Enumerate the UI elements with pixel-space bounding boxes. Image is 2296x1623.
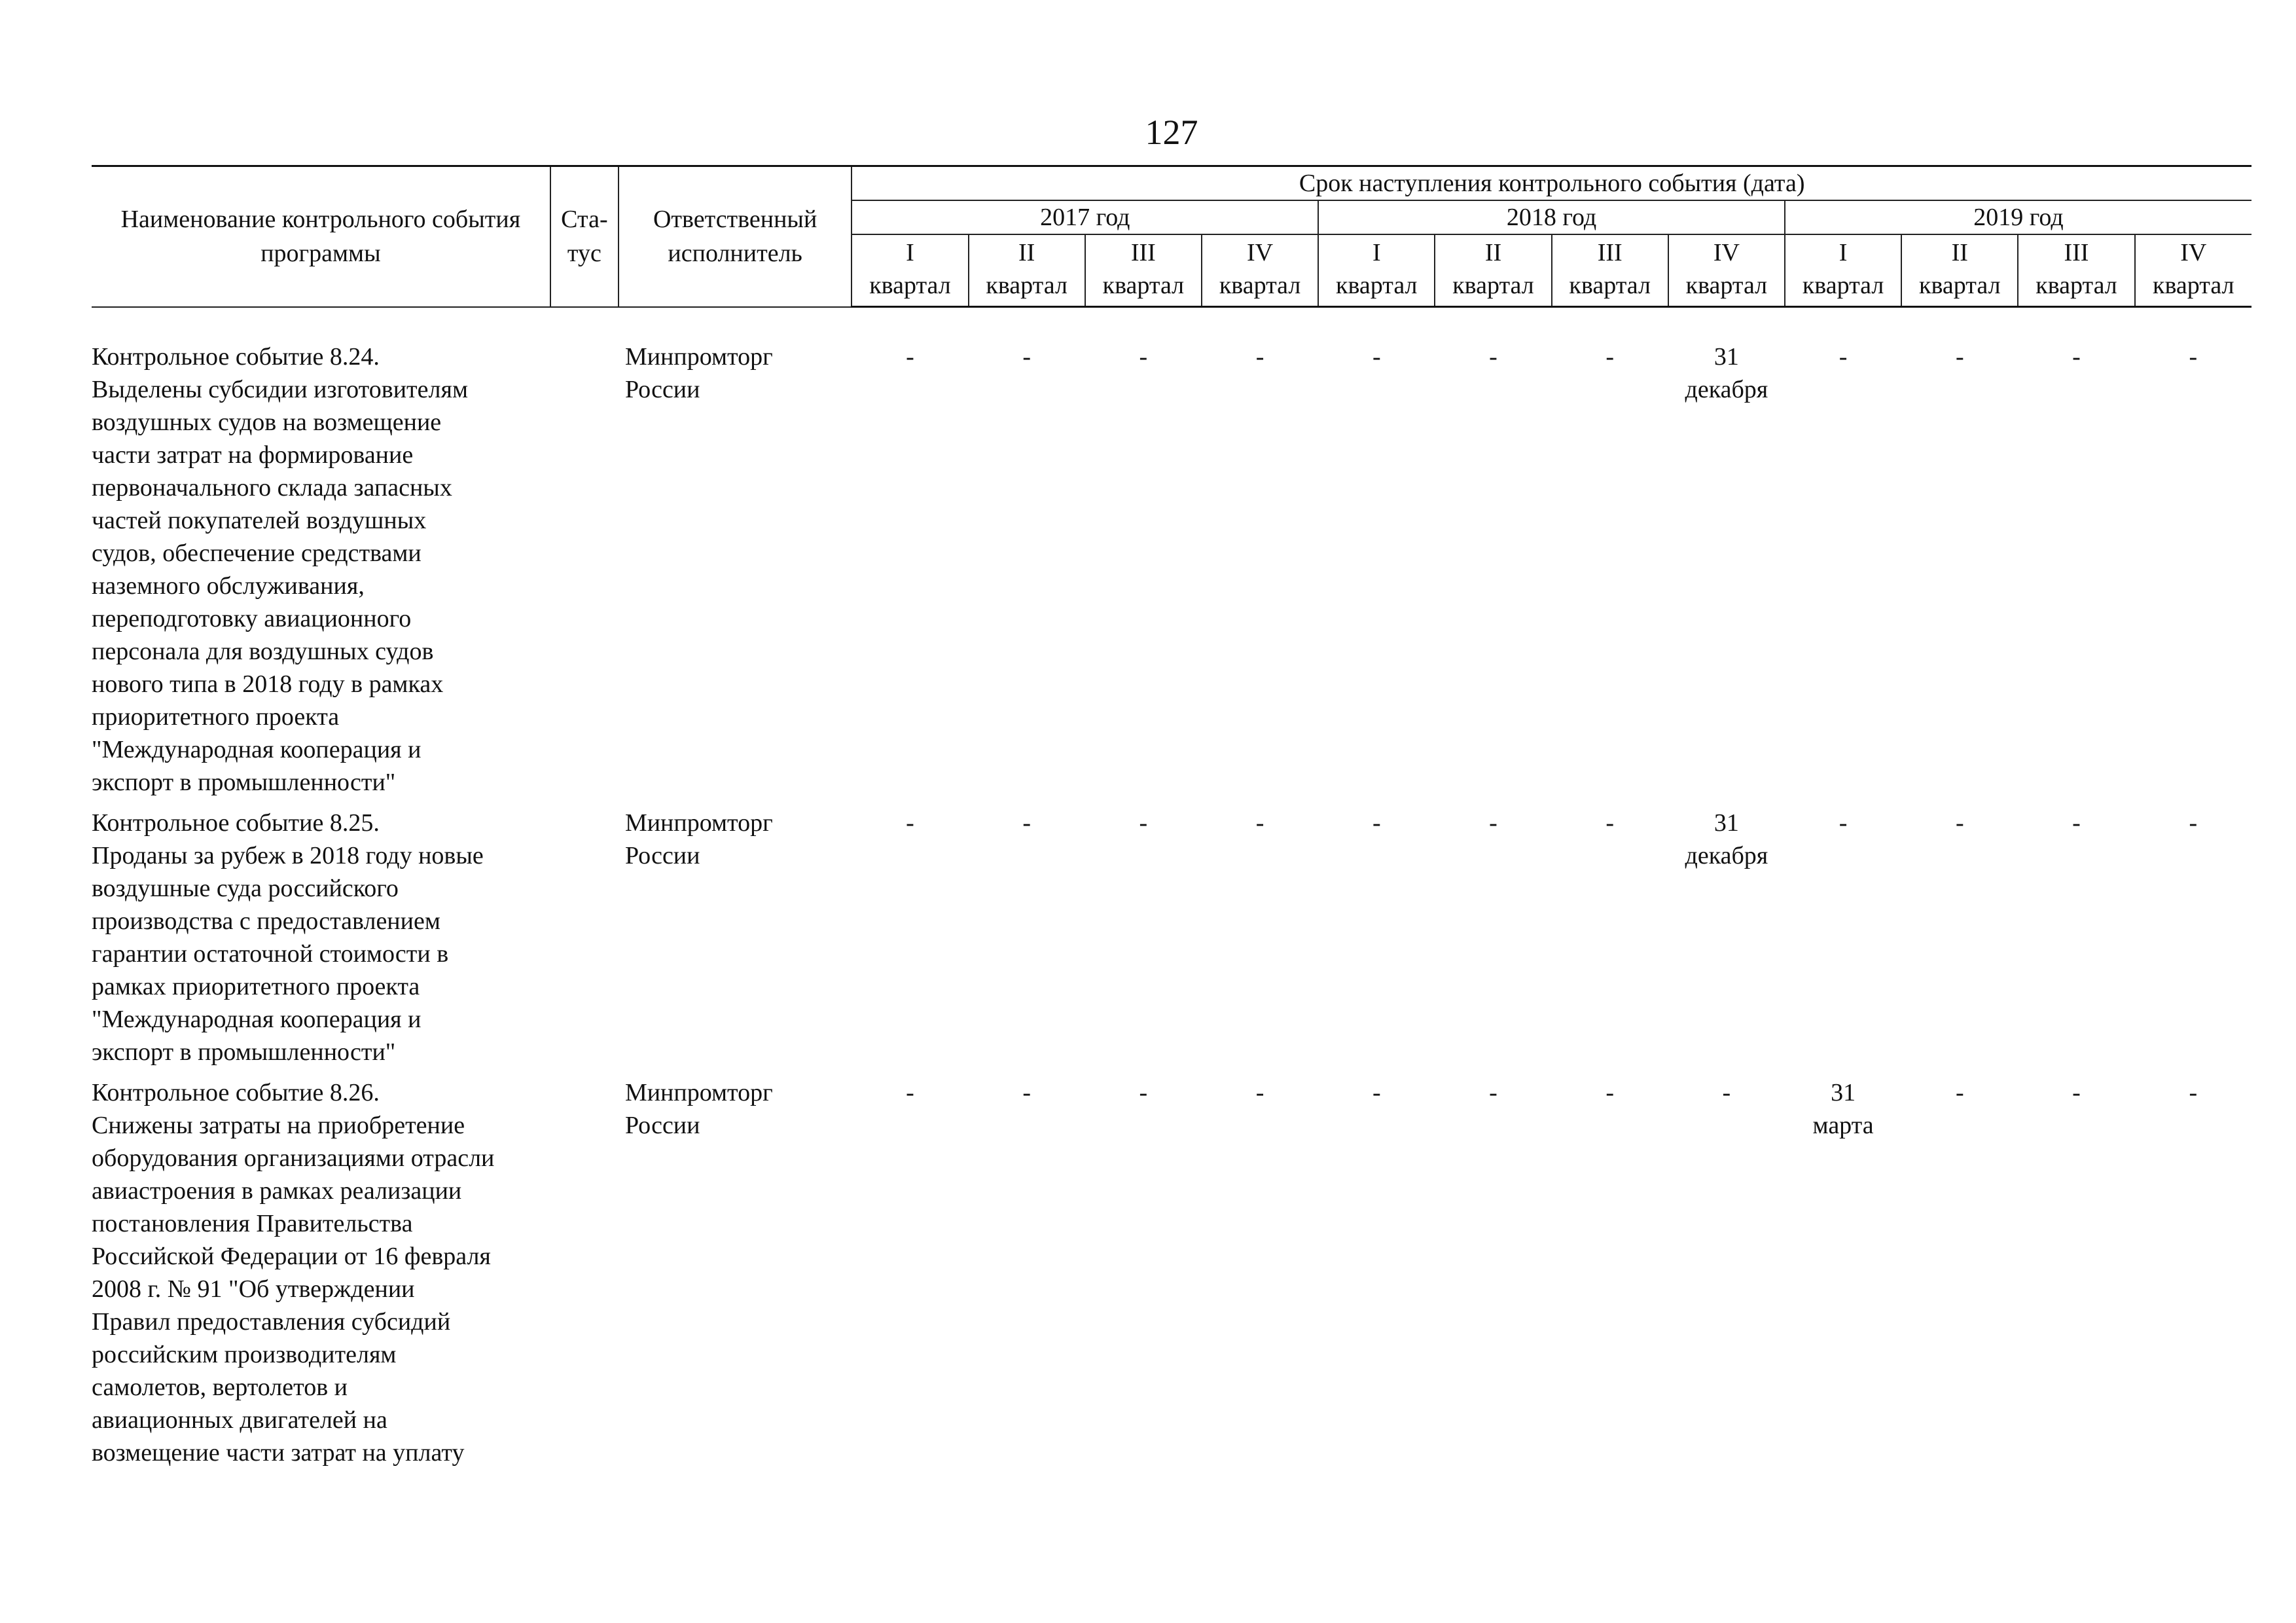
header-year: 2019 год [1785, 200, 2251, 234]
header-quarter-word: квартал [2135, 269, 2251, 307]
date-line: - [2189, 1079, 2198, 1106]
executor-line: России [624, 842, 700, 869]
event-date-cell [1435, 807, 1551, 1076]
date-line: - [1489, 809, 1498, 837]
event-date-cell [2018, 807, 2134, 1076]
date-line: - [1022, 1079, 1031, 1106]
executor-line: Минпромторг [624, 343, 773, 371]
event-name-line: авиастроения в рамках реализации [92, 1177, 462, 1205]
header-quarter-word: квартал [1435, 269, 1551, 307]
event-executor-cell [619, 1076, 852, 1477]
event-name-line: Контрольное событие 8.24. [92, 343, 380, 371]
executor-line: России [624, 1112, 700, 1139]
header-quarter-word: квартал [969, 269, 1085, 307]
date-line: - [1255, 809, 1265, 837]
date-line: 31 [1831, 1079, 1856, 1106]
header-quarter-word: квартал [1785, 269, 1901, 307]
header-quarter-word: квартал [1901, 269, 2018, 307]
event-status-cell [550, 807, 619, 1076]
event-name-line: гарантии остаточной стоимости в [92, 940, 449, 968]
event-date-cell [1668, 1076, 1785, 1477]
event-date-cell [1435, 340, 1551, 807]
header-quarter-number: II [1435, 234, 1551, 269]
date-line: - [2189, 809, 2198, 837]
date-line: - [1955, 1079, 1964, 1106]
event-date-cell [1552, 1076, 1668, 1477]
header-quarter-number: II [969, 234, 1085, 269]
date-line: - [1955, 809, 1964, 837]
date-line: - [1955, 343, 1964, 371]
event-date-cell [1901, 340, 2018, 807]
date-line: - [1605, 343, 1614, 371]
header-year: 2017 год [852, 200, 1318, 234]
event-name-line: судов, обеспечение средствами [92, 539, 422, 567]
event-date-cell [1318, 340, 1435, 807]
date-line: - [1139, 343, 1148, 371]
header-executor: Ответственный исполнитель [619, 166, 852, 307]
header-year: 2018 год [1318, 200, 1785, 234]
header-quarter-word: квартал [1085, 269, 1202, 307]
table-row [92, 807, 2251, 1076]
header-event-name: Наименование контрольного события программы [92, 166, 550, 307]
event-name-line: "Международная кооперация и [92, 736, 422, 763]
date-line: - [2072, 1079, 2081, 1106]
header-deadline-title: Срок наступления контрольного события (дата) [852, 166, 2251, 201]
event-date-cell [1785, 807, 1901, 1076]
header-quarter-number: I [852, 234, 968, 269]
date-line: - [1489, 1079, 1498, 1106]
event-date-cell [1785, 340, 1901, 807]
header-quarter-number: III [2018, 234, 2134, 269]
date-line: декабря [1685, 842, 1768, 869]
event-date-cell [1552, 340, 1668, 807]
header-quarter-word: квартал [1318, 269, 1435, 307]
event-date-cell [2135, 807, 2251, 1076]
page-number: 127 [1145, 113, 1198, 152]
date-line: - [1139, 809, 1148, 837]
event-name-line: наземного обслуживания, [92, 572, 365, 600]
date-line: - [1489, 343, 1498, 371]
executor-line: Минпромторг [624, 1079, 773, 1106]
event-name-line: приоритетного проекта [92, 703, 340, 731]
event-name-line: первоначального склада запасных [92, 474, 452, 501]
control-events-table [92, 165, 2251, 1477]
event-executor-cell [619, 340, 852, 807]
event-date-cell [852, 1076, 968, 1477]
date-line: - [1255, 1079, 1265, 1106]
event-name-line: возмещение части затрат на уплату [92, 1439, 465, 1467]
table-row [92, 1076, 2251, 1477]
event-name-line: частей покупателей воздушных [92, 507, 427, 534]
header-quarter-number: IV [1668, 234, 1785, 269]
table-header [92, 166, 2251, 307]
event-date-cell [1785, 1076, 1901, 1477]
date-line: 31 [1713, 343, 1739, 371]
event-name-line: нового типа в 2018 году в рамках [92, 670, 444, 698]
header-quarter-number: III [1552, 234, 1668, 269]
event-name-line: авиационных двигателей на [92, 1406, 387, 1434]
event-name-line: Проданы за рубеж в 2018 году новые [92, 842, 484, 869]
event-date-cell [1085, 1076, 1202, 1477]
date-line: - [1839, 809, 1848, 837]
date-line: - [1022, 809, 1031, 837]
event-name-cell [92, 340, 550, 807]
event-date-cell [1085, 340, 1202, 807]
date-line: - [1839, 343, 1848, 371]
date-line: 31 [1713, 809, 1739, 837]
table-body [92, 307, 2251, 1478]
event-name-line: Выделены субсидии изготовителям [92, 376, 469, 403]
event-name-line: самолетов, вертолетов и [92, 1374, 348, 1401]
event-status-cell [550, 340, 619, 807]
event-status-cell [550, 1076, 619, 1477]
event-date-cell [2135, 340, 2251, 807]
event-name-line: рамках приоритетного проекта [92, 973, 420, 1000]
event-date-cell [1901, 1076, 2018, 1477]
event-date-cell [2135, 1076, 2251, 1477]
event-date-cell [1318, 1076, 1435, 1477]
event-date-cell [1668, 807, 1785, 1076]
event-date-cell [1202, 340, 1318, 807]
date-line: - [1605, 809, 1614, 837]
header-quarter-word: квартал [1552, 269, 1668, 307]
event-date-cell [1552, 807, 1668, 1076]
event-name-line: части затрат на формирование [92, 441, 414, 469]
event-name-line: персонала для воздушных судов [92, 638, 434, 665]
date-line: - [1139, 1079, 1148, 1106]
event-name-line: постановления Правительства [92, 1210, 413, 1237]
date-line: марта [1812, 1112, 1874, 1139]
event-name-line: Снижены затраты на приобретение [92, 1112, 465, 1139]
event-name-line: Контрольное событие 8.25. [92, 809, 380, 837]
event-date-cell [852, 340, 968, 807]
event-name-line: оборудования организациями отрасли [92, 1144, 495, 1172]
header-quarter-number: I [1318, 234, 1435, 269]
event-name-line: Правил предоставления субсидий [92, 1308, 451, 1336]
date-line: - [906, 1079, 914, 1106]
event-date-cell [1668, 340, 1785, 807]
header-quarter-number: III [1085, 234, 1202, 269]
date-line: декабря [1685, 376, 1768, 403]
date-line: - [2189, 343, 2198, 371]
date-line: - [2072, 809, 2081, 837]
event-executor-cell [619, 807, 852, 1076]
event-date-cell [1085, 807, 1202, 1076]
header-status: Ста- тус [550, 166, 619, 307]
header-quarter-word: квартал [2018, 269, 2134, 307]
date-line: - [1722, 1079, 1731, 1106]
event-date-cell [1202, 1076, 1318, 1477]
date-line: - [1605, 1079, 1614, 1106]
header-quarter-number: IV [2135, 234, 2251, 269]
event-date-cell [2018, 340, 2134, 807]
date-line: - [906, 809, 914, 837]
event-name-line: российским производителям [92, 1341, 397, 1368]
header-quarter-word: квартал [1668, 269, 1785, 307]
event-name-line: "Международная кооперация и [92, 1006, 422, 1033]
header-quarter-number: I [1785, 234, 1901, 269]
event-name-cell [92, 1076, 550, 1477]
date-line: - [1372, 809, 1381, 837]
date-line: - [2072, 343, 2081, 371]
event-date-cell [852, 807, 968, 1076]
event-date-cell [969, 1076, 1085, 1477]
event-name-line: Российской Федерации от 16 февраля [92, 1243, 491, 1270]
date-line: - [906, 343, 914, 371]
event-name-line: производства с предоставлением [92, 907, 440, 935]
event-date-cell [969, 340, 1085, 807]
header-quarter-number: IV [1202, 234, 1318, 269]
event-name-line: Контрольное событие 8.26. [92, 1079, 380, 1106]
header-quarter-number: II [1901, 234, 2018, 269]
event-name-line: экспорт в промышленности" [92, 769, 396, 796]
event-name-line: экспорт в промышленности" [92, 1038, 396, 1066]
executor-line: России [624, 376, 700, 403]
event-name-line: воздушных судов на возмещение [92, 409, 442, 436]
table-row [92, 340, 2251, 807]
event-name-line: воздушные суда российского [92, 875, 399, 902]
event-name-line: 2008 г. № 91 "Об утверждении [92, 1275, 415, 1303]
date-line: - [1255, 343, 1265, 371]
date-line: - [1372, 343, 1381, 371]
header-quarter-word: квартал [1202, 269, 1318, 307]
event-date-cell [1202, 807, 1318, 1076]
header-quarter-word: квартал [852, 269, 968, 307]
event-date-cell [1901, 807, 2018, 1076]
event-name-cell [92, 807, 550, 1076]
executor-line: Минпромторг [624, 809, 773, 837]
event-date-cell [1318, 807, 1435, 1076]
event-date-cell [969, 807, 1085, 1076]
event-name-line: переподготовку авиационного [92, 605, 412, 632]
date-line: - [1022, 343, 1031, 371]
event-date-cell [2018, 1076, 2134, 1477]
date-line: - [1372, 1079, 1381, 1106]
event-date-cell [1435, 1076, 1551, 1477]
